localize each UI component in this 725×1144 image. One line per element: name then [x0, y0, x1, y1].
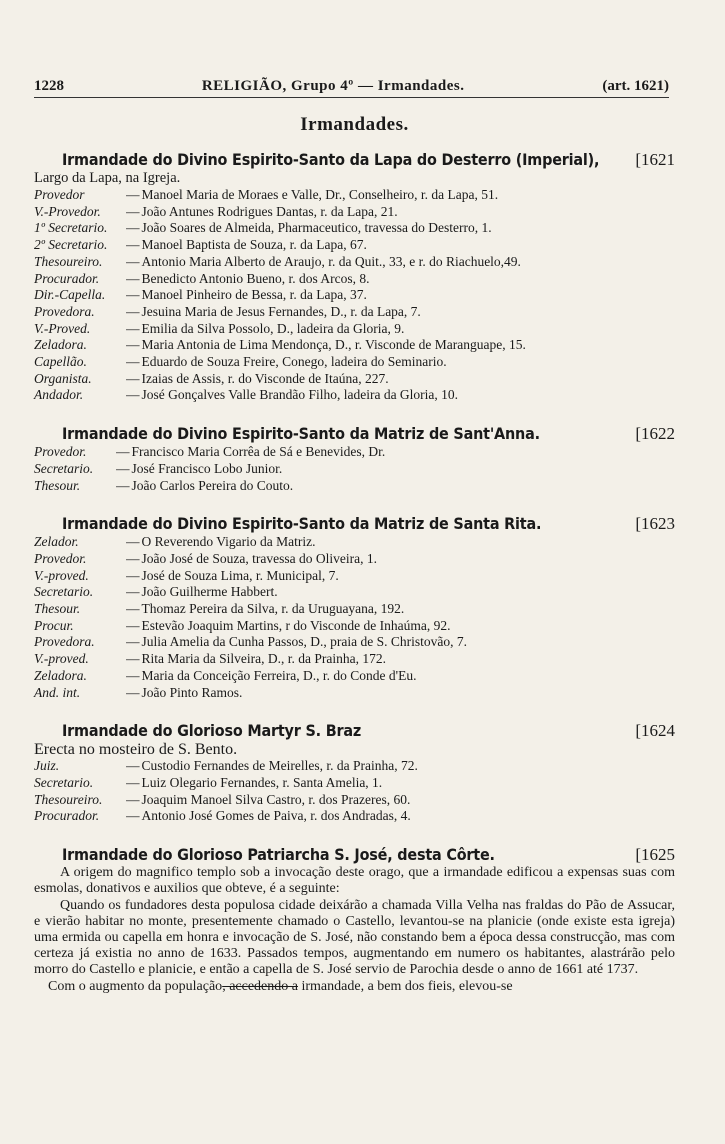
- entry-number: [1624: [635, 721, 675, 741]
- officer-name-text: Rita Maria da Silveira, D., r. da Prainha, 172.: [141, 651, 386, 667]
- officer-name: [126, 237, 675, 254]
- officer-role: Provedora.: [34, 634, 95, 650]
- dash-separator: —: [126, 758, 140, 774]
- entry-text: [34, 865, 675, 995]
- officer-name-text: Manoel Pinheiro de Bessa, r. da Lapa, 37.: [141, 287, 367, 303]
- entry-number: [1621: [635, 150, 675, 169]
- struck-text: , accedendo a: [222, 978, 298, 994]
- officer-row: [34, 204, 675, 221]
- officer-name-text: João Pinto Ramos.: [141, 684, 243, 700]
- entry-number: [1625: [635, 845, 675, 865]
- officer-name-text: O Reverendo Vigario da Matriz.: [141, 534, 316, 550]
- officer-name: [126, 204, 675, 221]
- officer-name: [126, 685, 675, 702]
- officer-name: [126, 668, 675, 685]
- officer-role: Provedora.: [34, 303, 95, 319]
- officer-name-text: João Antunes Rodrigues Dantas, r. da Lapa, 21.: [141, 203, 398, 219]
- officer-name: [126, 568, 675, 585]
- officer-name: [126, 304, 675, 321]
- officer-row: [34, 584, 675, 601]
- officer-name: [126, 775, 675, 792]
- officer-name-text: Joaquim Manoel Silva Castro, r. dos Prazeres, 60.: [141, 791, 411, 807]
- officer-row: [34, 354, 675, 371]
- section-title: Irmandades.: [300, 114, 409, 135]
- officer-row: [34, 237, 675, 254]
- officer-role: Capellão.: [34, 354, 87, 370]
- officer-name: [126, 187, 675, 204]
- officer-role: V.-proved.: [34, 567, 89, 583]
- officer-role: Secretario.: [34, 774, 94, 790]
- officer-row: [34, 337, 675, 354]
- officer-role: V.-Proved.: [34, 320, 91, 336]
- paragraph: [34, 979, 675, 995]
- entry-title: Irmandade do Glorioso Martyr S. Braz: [62, 721, 362, 741]
- paragraph-text: Com o augmento da população: [48, 978, 223, 994]
- officer-name-text: Emilia da Silva Possolo, D., ladeira da Gloria, 9.: [141, 320, 405, 336]
- officer-row: [34, 444, 675, 461]
- officer-row: [34, 461, 675, 478]
- officer-row: [34, 634, 675, 651]
- dash-separator: —: [126, 237, 140, 253]
- dash-separator: —: [116, 477, 130, 493]
- officer-role: V.-proved.: [34, 651, 89, 667]
- officer-name-text: João Carlos Pereira do Couto.: [131, 477, 294, 493]
- dash-separator: —: [126, 808, 140, 824]
- officer-name: [126, 337, 675, 354]
- officer-name-text: Custodio Fernandes de Meirelles, r. da Prainha, 72.: [141, 758, 418, 774]
- officer-role: Andador.: [34, 387, 84, 403]
- entry-header: [62, 514, 675, 534]
- running-title: RELIGIÃO, Grupo 4º — Irmandades.: [201, 78, 465, 94]
- officer-role: Provedor.: [34, 550, 87, 566]
- officer-row: [34, 304, 675, 321]
- entry-header: [62, 721, 675, 741]
- officer-role: Provedor.: [34, 444, 87, 460]
- officer-name-text: João José de Souza, travessa do Oliveira, 1.: [141, 550, 377, 566]
- officer-name: [126, 758, 675, 775]
- officer-name: [126, 254, 675, 271]
- officer-role: 1º Secretario.: [34, 220, 108, 236]
- article-ref: (art. 1621): [602, 78, 669, 94]
- running-head: [34, 78, 669, 98]
- officer-role: 2º Secretario.: [34, 237, 108, 253]
- officer-role: Zeladora.: [34, 667, 87, 683]
- dash-separator: —: [116, 444, 130, 460]
- officer-name: [126, 271, 675, 288]
- officer-row: [34, 758, 675, 775]
- officer-row: [34, 371, 675, 388]
- officer-name: [126, 601, 675, 618]
- officer-name-text: Izaias de Assis, r. do Visconde de Itaúna, 227.: [141, 370, 389, 386]
- dash-separator: —: [126, 584, 140, 600]
- officer-name: [126, 534, 675, 551]
- officer-name: [126, 584, 675, 601]
- entry-header: [62, 845, 675, 865]
- dash-separator: —: [126, 354, 140, 370]
- officer-row: [34, 618, 675, 635]
- entry-title: Irmandade do Glorioso Patriarcha S. José, desta Côrte.: [62, 845, 495, 865]
- officer-name: [126, 287, 675, 304]
- entry-block: [34, 514, 675, 701]
- officer-role: Thesour.: [34, 601, 81, 617]
- officer-name: [126, 354, 675, 371]
- officer-role: Procurador.: [34, 270, 100, 286]
- officer-row: [34, 321, 675, 338]
- officer-name-text: Antonio Maria Alberto de Araujo, r. da Quit., 33, e r. do Riachuelo,49.: [141, 253, 521, 269]
- officer-name-text: Jesuina Maria de Jesus Fernandes, D., r. da Lapa, 7.: [141, 303, 421, 319]
- officer-role: Provedor: [34, 187, 85, 202]
- officer-name-text: João Soares de Almeida, Pharmaceutico, travessa do Desterro, 1.: [141, 220, 492, 236]
- officer-role: Secretario.: [34, 584, 94, 600]
- dash-separator: —: [126, 667, 140, 683]
- officer-name-text: José Francisco Lobo Junior.: [131, 460, 283, 476]
- officer-name: [126, 321, 675, 338]
- entry-block: [34, 150, 675, 404]
- officer-name-text: João Guilherme Habbert.: [141, 584, 278, 600]
- entry-title: Irmandade do Divino Espirito-Santo da Matriz de Santa Rita.: [62, 514, 542, 534]
- dash-separator: —: [126, 203, 140, 219]
- officer-name-text: Maria da Conceição Ferreira, D., r. do Conde d'Eu.: [141, 667, 417, 683]
- officer-name-text: Manoel Maria de Moraes e Valle, Dr., Conselheiro, r. da Lapa, 51.: [141, 187, 499, 202]
- officer-name-text: Francisco Maria Corrêa de Sá e Benevides, Dr.: [131, 444, 386, 460]
- officer-name-text: Thomaz Pereira da Silva, r. da Uruguayana, 192.: [141, 601, 405, 617]
- officer-row: [34, 187, 675, 204]
- officer-row: [34, 254, 675, 271]
- officer-name: [116, 461, 675, 478]
- officer-row: [34, 220, 675, 237]
- officer-name: [126, 551, 675, 568]
- officer-row: [34, 775, 675, 792]
- officer-name: [116, 478, 675, 495]
- officer-name: [126, 220, 675, 237]
- officer-name: [126, 618, 675, 635]
- dash-separator: —: [126, 567, 140, 583]
- officer-role: Organista.: [34, 370, 92, 386]
- entry-header: [62, 424, 675, 444]
- officer-row: [34, 685, 675, 702]
- officer-name-text: José Gonçalves Valle Brandão Filho, ladeira da Gloria, 10.: [141, 387, 459, 403]
- officer-row: [34, 808, 675, 825]
- dash-separator: —: [116, 460, 130, 476]
- officer-name-text: Estevão Joaquim Martins, r do Visconde de Inhaúma, 92.: [141, 617, 451, 633]
- dash-separator: —: [126, 634, 140, 650]
- dash-separator: —: [126, 387, 140, 403]
- entry-number: [1623: [635, 514, 675, 534]
- dash-separator: —: [126, 791, 140, 807]
- dash-separator: —: [126, 684, 140, 700]
- officer-role: Thesour.: [34, 477, 81, 493]
- paragraph-text: irmandade, a bem dos fieis, elevou-se: [297, 978, 513, 994]
- dash-separator: —: [126, 651, 140, 667]
- officer-name-text: Benedicto Antonio Bueno, r. dos Arcos, 8.: [141, 270, 370, 286]
- officer-role: Thesoureiro.: [34, 253, 103, 269]
- officer-row: [34, 287, 675, 304]
- entry-block: [34, 721, 675, 825]
- officer-row: [34, 668, 675, 685]
- dash-separator: —: [126, 601, 140, 617]
- dash-separator: —: [126, 617, 140, 633]
- officer-row: [34, 568, 675, 585]
- officer-row: [34, 478, 675, 495]
- dash-separator: —: [126, 550, 140, 566]
- officer-name-text: Luiz Olegario Fernandes, r. Santa Amelia, 1.: [141, 774, 383, 790]
- officer-name: [126, 651, 675, 668]
- officer-name-text: Manoel Baptista de Souza, r. da Lapa, 67.: [141, 237, 367, 253]
- entry-title: Irmandade do Divino Espirito-Santo da Lapa do Desterro (Imperial),: [62, 150, 600, 169]
- dash-separator: —: [126, 774, 140, 790]
- officer-name-text: José de Souza Lima, r. Municipal, 7.: [141, 567, 339, 583]
- officer-row: [34, 551, 675, 568]
- entry-title: Irmandade do Divino Espirito-Santo da Matriz de Sant'Anna.: [62, 424, 540, 444]
- dash-separator: —: [126, 337, 140, 353]
- dash-separator: —: [126, 534, 140, 550]
- officer-role: Secretario.: [34, 460, 94, 476]
- officer-row: [34, 387, 675, 404]
- entry-1625: [34, 845, 675, 995]
- dash-separator: —: [126, 253, 140, 269]
- officer-name-text: Julia Amelia da Cunha Passos, D., praia de S. Christovão, 7.: [141, 634, 467, 650]
- officer-name: [126, 371, 675, 388]
- dash-separator: —: [126, 370, 140, 386]
- dash-separator: —: [126, 187, 140, 202]
- entry-number: [1622: [635, 424, 675, 444]
- officer-name-text: Antonio José Gomes de Paiva, r. dos Andradas, 4.: [141, 808, 411, 824]
- officer-row: [34, 601, 675, 618]
- paragraph: Quando os fundadores desta populosa cidade deixárão a chamada Villa Velha nas fraldas do Pão de Assucar, e vierão habitar no monte, presentemente chamado o Castello, levantou-se na planicie (onde existe esta igreja) uma ermida ou capella em honra e invocação de S. José, não constando bem a época dessa construcção, mas com certeza já existia no anno de 1633. Passados tempos, augmentando em numero os habitantes, alastrárão pelo morro do Castello e planicie, e então a capella de S. José servio de Parochia desde o anno de 1661 até 1737.: [34, 897, 675, 978]
- officer-role: Thesoureiro.: [34, 791, 103, 807]
- dash-separator: —: [126, 270, 140, 286]
- entry-subline: Largo da Lapa, na Igreja.: [34, 170, 181, 186]
- officer-row: [34, 651, 675, 668]
- officer-row: [34, 792, 675, 809]
- officer-role: Zeladora.: [34, 337, 87, 353]
- entry-header: [62, 150, 675, 170]
- entries: [34, 150, 675, 825]
- officer-row: [34, 271, 675, 288]
- dash-separator: —: [126, 320, 140, 336]
- page-number: 1228: [34, 78, 64, 94]
- officer-name-text: Maria Antonia de Lima Mendonça, D., r. Visconde de Maranguape, 15.: [141, 337, 526, 353]
- officer-name: [126, 808, 675, 825]
- officer-role: And. int.: [34, 684, 81, 700]
- officer-role: Procur.: [34, 617, 74, 633]
- officer-name: [126, 634, 675, 651]
- dash-separator: —: [126, 287, 140, 303]
- paragraph: A origem do magnifico templo sob a invocação deste orago, que a irmandade edificou a expensas suas com esmolas, donativos e auxilios que obteve, é a seguinte:: [34, 865, 675, 897]
- officer-role: V.-Provedor.: [34, 203, 101, 219]
- officer-name-text: Eduardo de Souza Freire, Conego, ladeira do Seminario.: [141, 354, 447, 370]
- officer-role: Procurador.: [34, 808, 100, 824]
- entry-subline: Erecta no mosteiro de S. Bento.: [34, 741, 238, 759]
- officer-role: Dir.-Capella.: [34, 287, 106, 303]
- officer-name: [116, 444, 675, 461]
- officer-name: [126, 792, 675, 809]
- officer-role: Zelador.: [34, 534, 79, 550]
- entry-block: [34, 424, 675, 494]
- dash-separator: —: [126, 220, 140, 236]
- officer-name: [126, 387, 675, 404]
- dash-separator: —: [126, 303, 140, 319]
- officer-role: Juiz.: [34, 758, 60, 774]
- officer-row: [34, 534, 675, 551]
